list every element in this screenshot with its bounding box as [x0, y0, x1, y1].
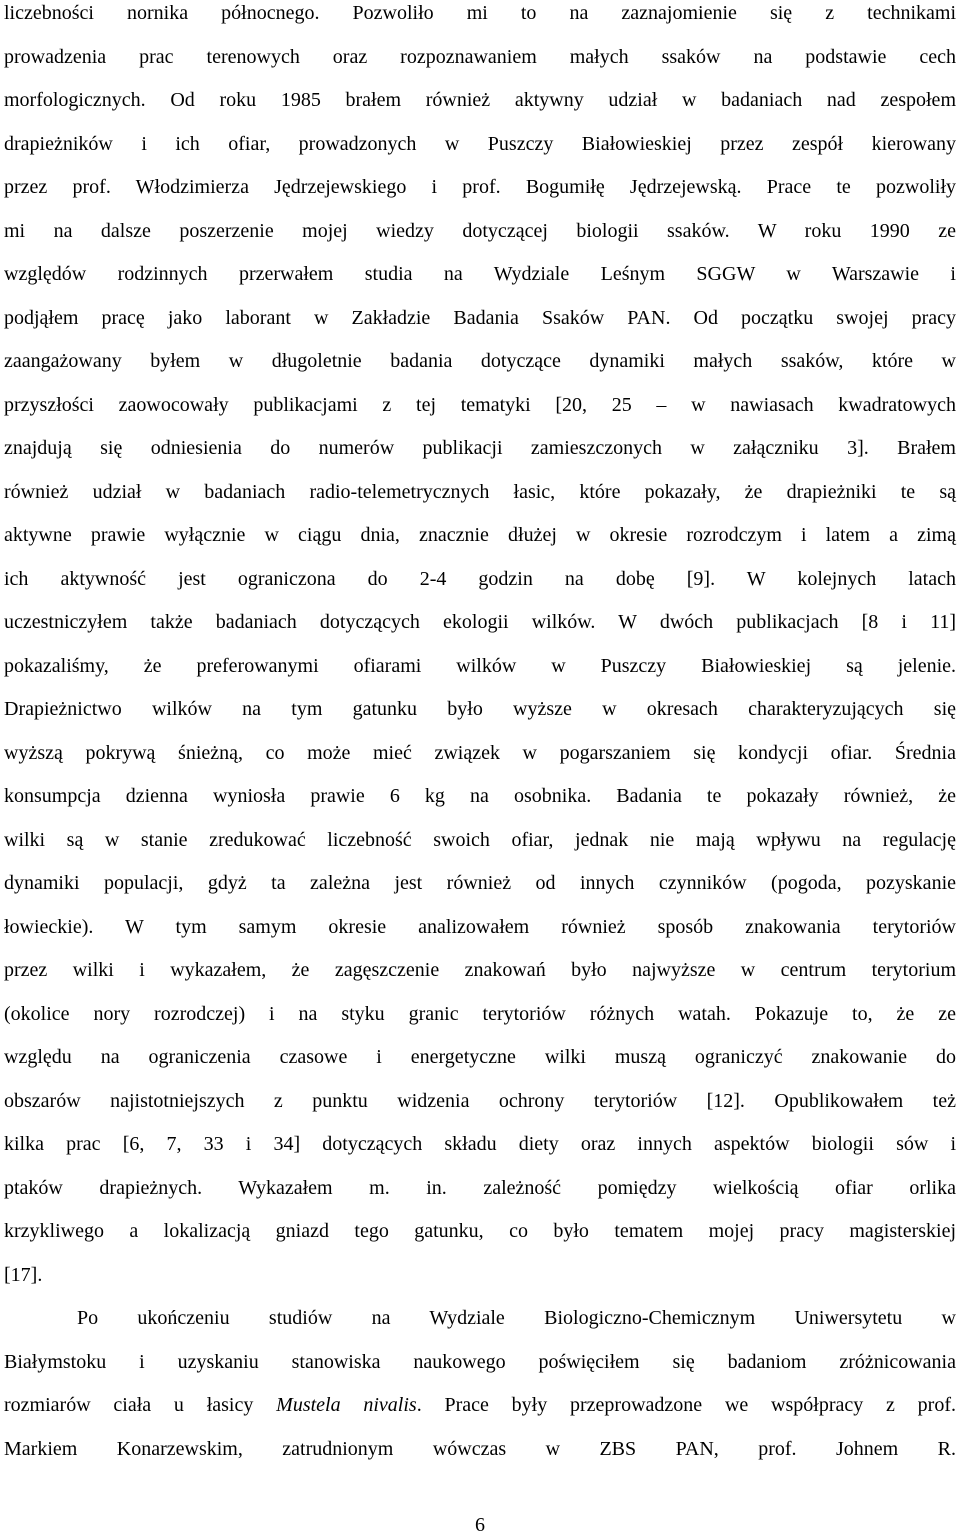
text-line: dynamiki populacji, gdyż ta zależna jest również od innych czynników (pogoda, pozyskanie [4, 872, 956, 894]
text-line: ich aktywność jest ograniczona do 2-4 godzin na dobę [9]. W kolejnych latach [4, 567, 956, 590]
text-line: [17]. [4, 1263, 43, 1286]
text-line: zaangażowany byłem w długoletnie badania dotyczące dynamiki małych ssaków, które w [4, 350, 956, 372]
text-line: mi na dalsze poszerzenie mojej wiedzy dotyczącej biologii ssaków. W roku 1990 ze [4, 219, 956, 242]
text-run: . Prace były przeprowadzone we współpracy z prof. [416, 1394, 956, 1416]
page-number: 6 [475, 1514, 485, 1536]
document-page [4, 0, 956, 1537]
text-line: drapieżników i ich ofiar, prowadzonych w Puszczy Białowieskiej przez zespół kierowany [4, 132, 956, 155]
text-line: wyższą pokrywą śnieżną, co może mieć związek w pogarszaniem się kondycji ofiar. Średnia [4, 741, 956, 764]
text-line: aktywne prawie wyłącznie w ciągu dnia, znacznie dłużej w okresie rozrodczym i latem a zimą [4, 524, 956, 546]
text-line: łowieckie). W tym samym okresie analizowałem również sposób znakowania terytoriów [4, 915, 956, 938]
text-line: prowadzenia prac terenowych oraz rozpoznawaniem małych ssaków na podstawie cech [4, 45, 956, 68]
species-name: Mustela nivalis [276, 1394, 417, 1416]
text-line: przyszłości zaowocowały publikacjami z tej tematyki [20, 25 – w nawiasach kwadratowych [4, 393, 956, 416]
text-line: krzykliwego a lokalizacją gniazd tego gatunku, co było tematem mojej pracy magisterskiej [4, 1220, 956, 1242]
text-line: (okolice nory rozrodczej) i na styku granic terytoriów różnych watah. Pokazuje to, że ze [4, 1002, 956, 1025]
text-line: przez prof. Włodzimierza Jędrzejewskiego i prof. Bogumiłę Jędrzejewską. Prace te pozwoliły [4, 176, 956, 198]
text-line: liczebności nornika północnego. Pozwoliło mi to na zaznajomienie się z technikami [4, 2, 956, 24]
text-line: Drapieżnictwo wilków na tym gatunku było wyższe w okresach charakteryzujących się [4, 698, 956, 720]
text-line: również udział w badaniach radio-telemetrycznych łasic, które pokazały, że drapieżniki te są [4, 480, 956, 503]
text-line: Białymstoku i uzyskaniu stanowiska naukowego poświęciłem się badaniom zróżnicowania [4, 1350, 956, 1373]
text-line: morfologicznych. Od roku 1985 brałem również aktywny udział w badaniach nad zespołem [4, 89, 956, 111]
text-line: Markiem Konarzewskim, zatrudnionym wówczas w ZBS PAN, prof. Johnem R. [4, 1437, 956, 1460]
text-line: uczestniczyłem także badaniach dotyczących ekologii wilków. W dwóch publikacjach [8 i 11] [4, 611, 956, 633]
text-line: Po ukończeniu studiów na Wydziale Biologiczno-Chemicznym Uniwersytetu w [77, 1307, 956, 1329]
text-line: wilki są w stanie zredukować liczebność swoich ofiar, jednak nie mają wpływu na regulację [4, 828, 956, 851]
text-line: kilka prac [6, 7, 33 i 34] dotyczących składu diety oraz innych aspektów biologii sów i [4, 1133, 956, 1155]
text-line: konsumpcja dzienna wyniosła prawie 6 kg na osobnika. Badania te pokazały również, że [4, 785, 956, 807]
text-line: przez wilki i wykazałem, że zagęszczenie znakowań było najwyższe w centrum terytorium [4, 959, 956, 981]
text-line: względu na ograniczenia czasowe i energetyczne wilki muszą ograniczyć znakowanie do [4, 1046, 956, 1068]
text-line: obszarów najistotniejszych z punktu widzenia ochrony terytoriów [12]. Opublikowałem też [4, 1089, 956, 1112]
text-line: ptaków drapieżnych. Wykazałem m. in. zależność pomiędzy wielkością ofiar orlika [4, 1176, 956, 1199]
text-run: rozmiarów ciała u łasicy [4, 1394, 277, 1416]
text-line [4, 1392, 956, 1418]
text-line: względów rodzinnych przerwałem studia na Wydziale Leśnym SGGW w Warszawie i [4, 263, 956, 285]
text-line: znajdują się odniesienia do numerów publikacji zamieszczonych w załączniku 3]. Brałem [4, 437, 956, 459]
text-line: podjąłem pracę jako laborant w Zakładzie Badania Ssaków PAN. Od początku swojej pracy [4, 306, 956, 329]
text-line: pokazaliśmy, że preferowanymi ofiarami wilków w Puszczy Białowieskiej są jelenie. [4, 654, 956, 677]
